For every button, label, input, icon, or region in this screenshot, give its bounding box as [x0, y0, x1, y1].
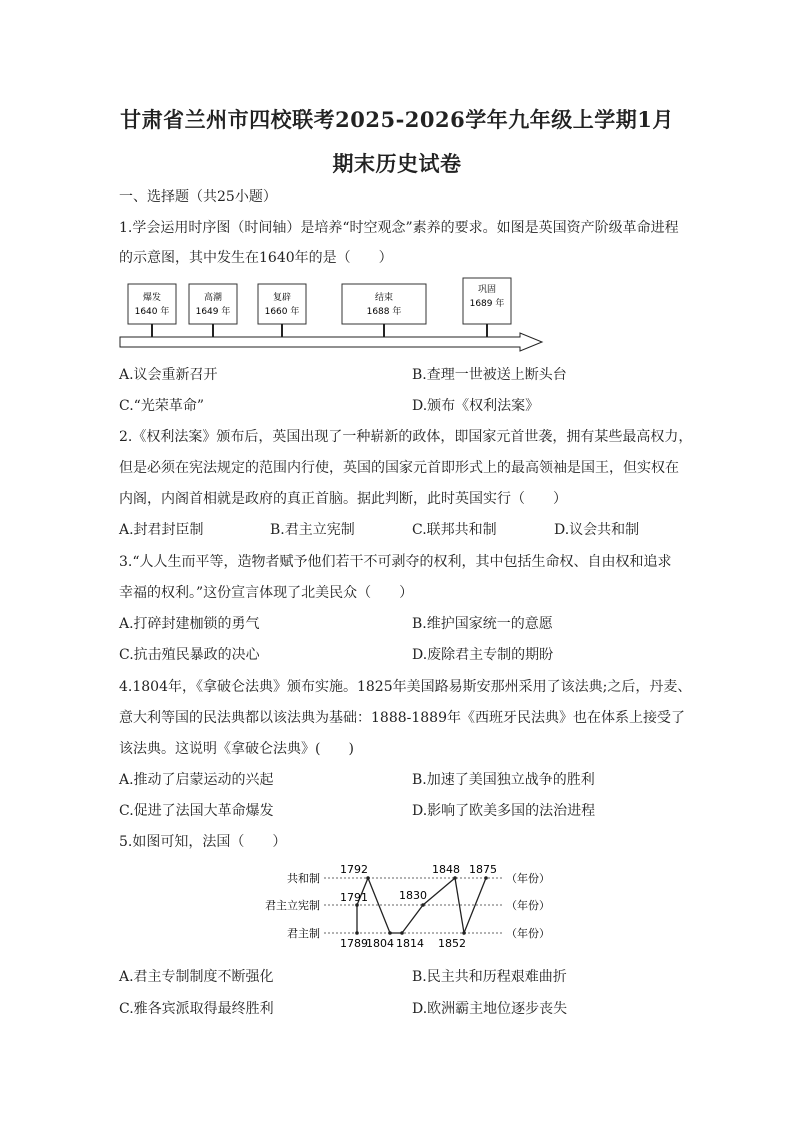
q4-option-b: B.加速了美国独立战争的胜利: [412, 772, 595, 788]
q4-text-line2: 意大利等国的民法典都以该法典为基础：1888-1889年《西班牙民法典》也在体系上接受了: [119, 710, 685, 726]
q4-option-c: C.促进了法国大革命爆发: [119, 803, 274, 819]
regime-point: [484, 876, 488, 880]
timeline-year-4: 1688 年: [366, 307, 402, 317]
year-label: 1814: [396, 937, 424, 950]
q4-text-line3: 该法典。这说明《拿破仑法典》( ): [119, 741, 354, 757]
timeline-box-5: [463, 278, 511, 337]
timeline-label-1: 爆发: [142, 293, 162, 303]
regime-point: [462, 931, 466, 935]
q3-option-c: C.抗击殖民暴政的决心: [119, 647, 260, 663]
q4-option-d: D.影响了欧美多国的法治进程: [412, 803, 596, 819]
year-label: 1789: [340, 937, 368, 950]
q1-text-line1: 1.学会运用时序图（时间轴）是培养“时空观念”素养的要求。如图是英国资产阶级革命进程: [119, 220, 679, 236]
timeline-year-3: 1660 年: [264, 307, 300, 317]
exam-title-line2: 期末历史试卷: [332, 151, 462, 176]
year-label: 1830: [399, 889, 427, 902]
year-label: 1792: [340, 863, 368, 876]
year-label: 1848: [432, 863, 460, 876]
q2-option-b: B.君主立宪制: [270, 522, 355, 538]
q1-option-c: C.“光荣革命”: [119, 398, 204, 414]
q4-option-a: A.推动了启蒙运动的兴起: [119, 772, 274, 788]
q5-text-line1: 5.如图可知，法国（ ）: [119, 834, 287, 850]
level-label: 君主制: [287, 927, 320, 940]
unit-label: （年份）: [506, 872, 550, 885]
regime-point: [421, 903, 425, 907]
timeline-year-5: 1689 年: [469, 299, 505, 309]
section-heading: 一、选择题（共25小题）: [119, 189, 277, 205]
q2-option-d: D.议会共和制: [554, 522, 640, 538]
q3-option-a: A.打碎封建枷锁的勇气: [119, 616, 260, 632]
q1-option-d: D.颁布《权利法案》: [412, 398, 540, 414]
q2-text-line1: 2.《权利法案》颁布后，英国出现了一种崭新的政体，即国家元首世袭，拥有某些最高权力，: [119, 429, 693, 445]
q1-option-b: B.查理一世被送上断头台: [412, 367, 567, 383]
unit-label: （年份）: [506, 899, 550, 912]
q5-option-b: B.民主共和历程艰难曲折: [412, 969, 567, 985]
timeline-label-2: 高潮: [203, 293, 223, 303]
regime-point: [355, 931, 359, 935]
regime-point: [388, 931, 392, 935]
unit-label: （年份）: [506, 927, 550, 940]
year-label: 1791: [340, 891, 368, 904]
timeline-label-3: 复辟: [272, 293, 292, 303]
timeline-arrow: [120, 333, 542, 351]
q5-option-d: D.欧洲霸主地位逐步丧失: [412, 1001, 568, 1017]
q5-option-c: C.雅各宾派取得最终胜利: [119, 1001, 274, 1017]
timeline-label-4: 结束: [374, 293, 394, 303]
q3-option-d: D.废除君主专制的期盼: [412, 647, 554, 663]
timeline-box-3: [258, 284, 306, 337]
regime-point: [366, 876, 370, 880]
timeline-year-1: 1640 年: [134, 307, 170, 317]
q2-text-line3: 内阁，内阁首相就是政府的真正首脑。据此判断，此时英国实行（ ）: [119, 491, 567, 507]
q3-text-line2: 幸福的权利。”这份宣言体现了北美民众（ ）: [119, 585, 414, 601]
timeline-box-1: [128, 284, 176, 337]
year-label: 1875: [469, 863, 497, 876]
q2-option-a: A.封君封臣制: [119, 522, 204, 538]
q1-timeline-figure: [118, 276, 548, 352]
q2-option-c: C.联邦共和制: [412, 522, 497, 538]
timeline-label-5: 巩固: [477, 285, 497, 295]
regime-point: [453, 876, 457, 880]
q3-text-line1: 3.“人人生而平等，造物者赋予他们若干不可剥夺的权利，其中包括生命权、自由权和追求: [119, 554, 672, 570]
level-label: 君主立宪制: [265, 899, 320, 912]
q5-option-a: A.君主专制制度不断强化: [119, 969, 274, 985]
regime-point: [400, 931, 404, 935]
q4-text-line1: 4.1804年，《拿破仑法典》颁布实施。1825年美国路易斯安那州采用了该法典;之后，丹麦、: [119, 679, 692, 695]
exam-title-line1: 甘肃省兰州市四校联考2025-2026学年九年级上学期1月: [120, 107, 674, 132]
q3-option-b: B.维护国家统一的意愿: [412, 616, 553, 632]
year-label: 1852: [438, 937, 466, 950]
q5-regime-chart: [250, 858, 560, 956]
level-label: 共和制: [287, 872, 320, 885]
q1-option-a: A.议会重新召开: [119, 367, 218, 383]
q1-text-line2: 的示意图，其中发生在1640年的是（ ）: [119, 250, 393, 266]
timeline-box-2: [189, 284, 237, 337]
year-label: 1804: [366, 937, 394, 950]
timeline-box-4: [342, 284, 426, 337]
q2-text-line2: 但是必须在宪法规定的范围内行使，英国的国家元首即形式上的最高领袖是国王，但实权在: [119, 460, 679, 476]
timeline-year-2: 1649 年: [195, 307, 231, 317]
